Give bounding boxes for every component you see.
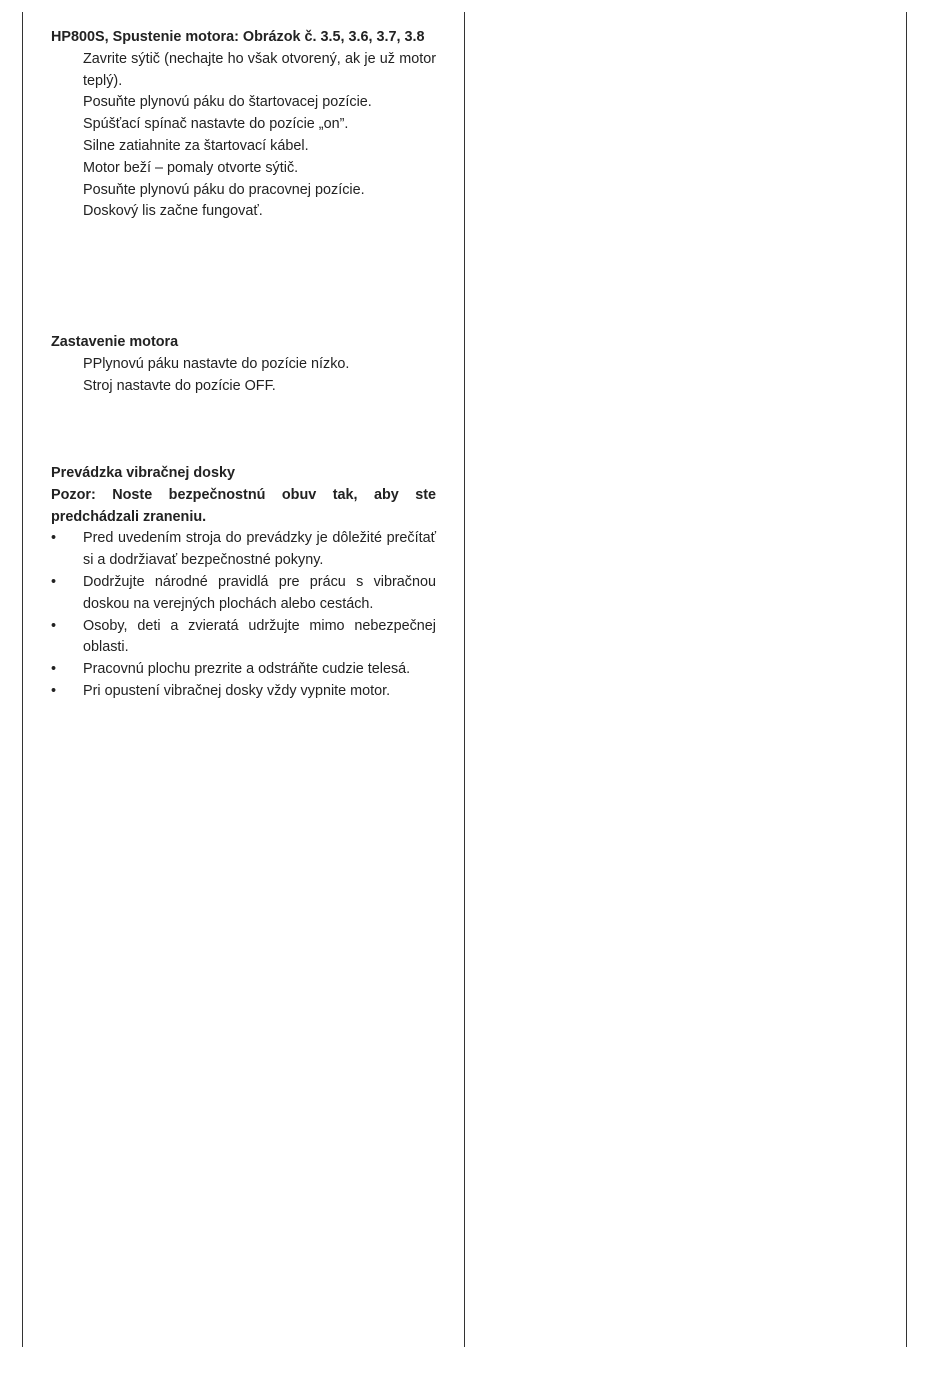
list-item-text: Pri opustení vibračnej dosky vždy vypnite motor.	[83, 682, 391, 699]
column-divider-line	[464, 12, 465, 1347]
step-text: Motor beží – pomaly otvorte sýtič.	[83, 159, 299, 176]
list-item	[51, 681, 436, 703]
list-item	[51, 659, 436, 681]
section-plate-operation	[51, 463, 436, 703]
list-item	[51, 616, 436, 660]
list-item-text: Dodržujte národné pravidlá pre prácu s vibračnou doskou na verejných plochách alebo cestách.	[83, 573, 436, 612]
bullet-icon: •	[51, 573, 57, 590]
safety-bullet-list	[51, 528, 436, 702]
step-text: Zavrite sýtič (nechajte ho však otvorený, ak je už motor teplý).	[83, 50, 436, 89]
list-item	[51, 572, 436, 616]
bullet-icon: •	[51, 661, 57, 678]
section-engine-start	[51, 27, 436, 223]
list-item-text: Osoby, deti a zvieratá udržujte mimo nebezpečnej oblasti.	[83, 617, 436, 656]
step-text: Posuňte plynovú páku do pracovnej pozície.	[83, 181, 365, 198]
list-item-text: Pred uvedením stroja do prevádzky je dôležité prečítať si a dodržiavať bezpečnostné pokyny.	[83, 530, 436, 569]
step-text: Stroj nastavte do pozície OFF.	[83, 377, 276, 394]
bullet-icon: •	[51, 617, 57, 634]
bullet-icon: •	[51, 530, 57, 547]
section-heading: Prevádzka vibračnej dosky	[51, 465, 235, 481]
section-heading: Zastavenie motora	[51, 334, 179, 350]
list-item	[51, 528, 436, 572]
step-text: PPlynovú páku nastavte do pozície nízko.	[83, 355, 350, 372]
bullet-icon: •	[51, 682, 57, 699]
step-text: Posuňte plynovú páku do štartovacej pozície.	[83, 94, 372, 111]
list-item-text: Pracovnú plochu prezrite a odstráňte cudzie telesá.	[83, 661, 411, 678]
right-border-line	[906, 12, 907, 1347]
step-text: Doskový lis začne fungovať.	[83, 203, 263, 220]
left-border-line	[22, 12, 23, 1347]
section-engine-stop	[51, 332, 436, 397]
step-text: Spúšťací spínač nastavte do pozície „on”.	[83, 116, 349, 133]
safety-warning: Pozor: Noste bezpečnostnú obuv tak, aby ste predchádzali zraneniu.	[51, 486, 436, 525]
section-heading: HP800S, Spustenie motora: Obrázok č. 3.5, 3.6, 3.7, 3.8	[51, 29, 425, 45]
step-text: Silne zatiahnite za štartovací kábel.	[83, 137, 309, 154]
